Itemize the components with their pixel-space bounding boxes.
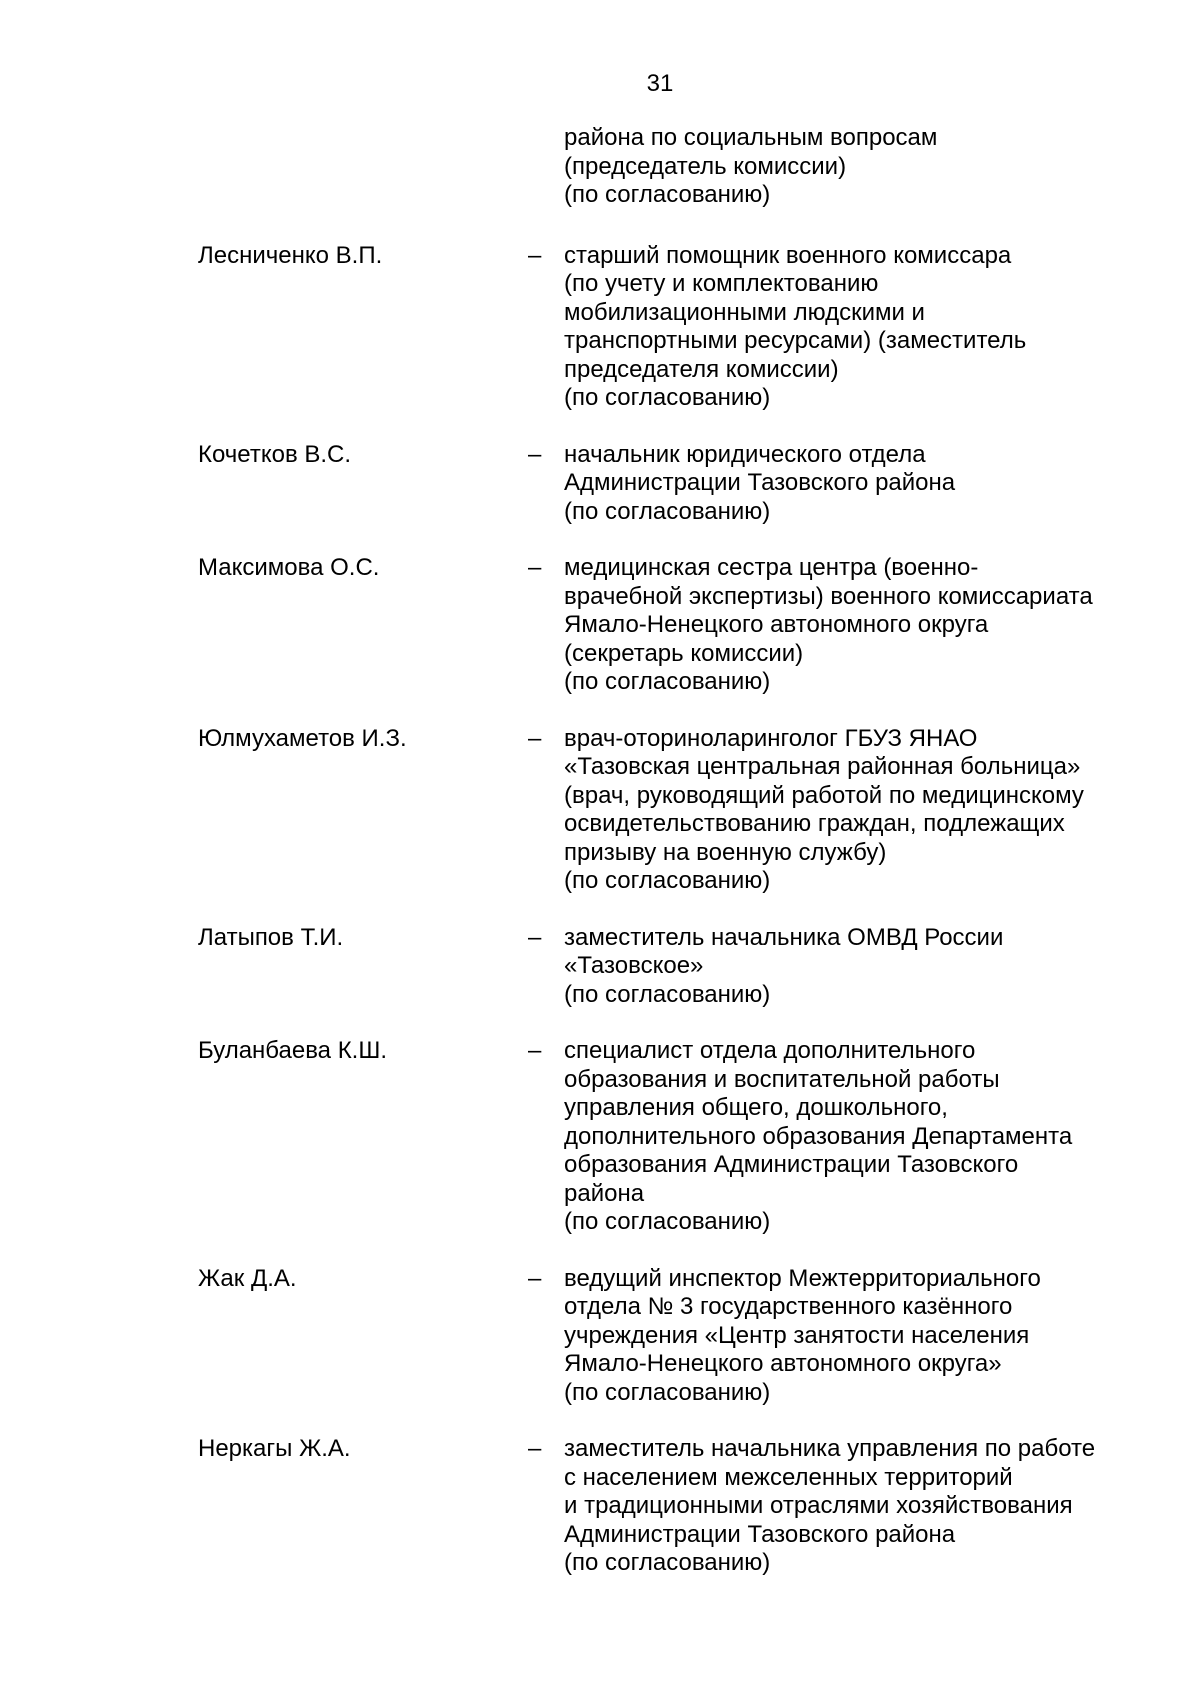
role-line: учреждения «Центр занятости населения <box>564 1321 1030 1349</box>
member-role <box>564 725 1158 896</box>
role-line: (по учету и комплектованию <box>564 270 879 297</box>
role-line: (по согласованию) <box>564 1549 771 1576</box>
role-line: транспортными ресурсами) (заместитель <box>564 327 1027 354</box>
member-role <box>564 1265 1158 1408</box>
member-name: Буланбаева К.Ш. <box>198 1037 387 1064</box>
role-line: (врач, руководящий работой по медицинскому <box>564 781 1084 809</box>
role-line: (по согласованию) <box>564 668 771 695</box>
role-line: образования Администрации Тазовского <box>564 1151 1019 1178</box>
role-line: старший помощник военного комиссара <box>564 241 1012 269</box>
role-line: специалист отдела дополнительного <box>564 1037 976 1064</box>
member-entry <box>198 554 1158 697</box>
role-line: врачебной экспертизы) военного комиссариата <box>564 582 1093 610</box>
member-name <box>198 124 528 210</box>
role-line: Ямало-Ненецкого автономного округа <box>564 611 989 638</box>
role-line: (по согласованию) <box>564 980 771 1008</box>
member-entry <box>198 242 1158 413</box>
member-name: Неркагы Ж.А. <box>198 1435 351 1462</box>
role-line: призыву на военную службу) <box>564 838 887 866</box>
dash <box>528 124 564 210</box>
member-entry <box>198 924 1158 1010</box>
dash: – <box>528 554 542 581</box>
role-line: (по согласованию) <box>564 384 771 411</box>
dash: – <box>528 923 542 951</box>
role-line: ведущий инспектор Межтерриториального <box>564 1264 1041 1292</box>
commission-member-list <box>198 124 1158 1606</box>
role-line: района по социальным вопросам <box>564 124 938 151</box>
role-line: образования и воспитательной работы <box>564 1065 1000 1093</box>
role-line: мобилизационными людскими и <box>564 298 925 326</box>
member-role <box>564 1435 1158 1578</box>
role-line: «Тазовская центральная районная больница» <box>564 753 1081 780</box>
page-number: 31 <box>646 70 674 97</box>
role-line: «Тазовское» <box>564 952 704 979</box>
dash: – <box>528 724 542 752</box>
member-name: Лесниченко В.П. <box>198 241 383 269</box>
dash: – <box>528 1037 542 1064</box>
role-line: дополнительного образования Департамента <box>564 1122 1073 1150</box>
role-line: (по согласованию) <box>564 1378 771 1406</box>
role-line: (по согласованию) <box>564 181 771 208</box>
member-name: Жак Д.А. <box>198 1264 297 1292</box>
member-name: Кочетков В.С. <box>198 440 352 468</box>
role-line: врач-оториноларинголог ГБУЗ ЯНАО <box>564 724 978 752</box>
member-rows <box>198 242 1158 1578</box>
role-line: заместитель начальника управления по работе <box>564 1435 1096 1462</box>
role-line: (по согласованию) <box>564 867 771 894</box>
dash: – <box>528 1264 542 1292</box>
role-line: (председатель комиссии) <box>564 152 847 180</box>
continuation-entry <box>198 124 1158 210</box>
role-line: заместитель начальника ОМВД России <box>564 923 1004 951</box>
role-line: отдела № 3 государственного казённого <box>564 1293 1013 1320</box>
dash: – <box>528 440 542 468</box>
role-line: Ямало-Ненецкого автономного округа» <box>564 1350 1002 1377</box>
member-role <box>564 124 1158 210</box>
role-line: освидетельствованию граждан, подлежащих <box>564 810 1065 837</box>
role-line: района <box>564 1179 645 1207</box>
dash: – <box>528 1435 542 1462</box>
role-line: начальник юридического отдела <box>564 440 926 468</box>
role-line: с населением межселенных территорий <box>564 1463 1013 1491</box>
member-role <box>564 554 1158 697</box>
role-line: и традиционными отраслями хозяйствования <box>564 1492 1073 1519</box>
member-role <box>564 1037 1158 1237</box>
role-line: (по согласованию) <box>564 497 771 525</box>
member-role <box>564 242 1158 413</box>
member-entry <box>198 725 1158 896</box>
dash: – <box>528 241 542 269</box>
role-line: Администрации Тазовского района <box>564 1520 956 1548</box>
role-line: Администрации Тазовского района <box>564 469 956 496</box>
member-role <box>564 441 1158 527</box>
role-line: председателя комиссии) <box>564 355 839 383</box>
member-name: Юлмухаметов И.З. <box>198 724 407 752</box>
role-line: медицинская сестра центра (военно- <box>564 554 979 581</box>
role-line: (по согласованию) <box>564 1208 771 1235</box>
role-line: управления общего, дошкольного, <box>564 1094 948 1121</box>
member-entry <box>198 441 1158 527</box>
member-name: Максимова О.С. <box>198 554 380 581</box>
member-name: Латыпов Т.И. <box>198 923 344 951</box>
member-entry <box>198 1435 1158 1578</box>
member-role <box>564 924 1158 1010</box>
member-entry <box>198 1265 1158 1408</box>
member-entry <box>198 1037 1158 1237</box>
role-line: (секретарь комиссии) <box>564 639 804 667</box>
